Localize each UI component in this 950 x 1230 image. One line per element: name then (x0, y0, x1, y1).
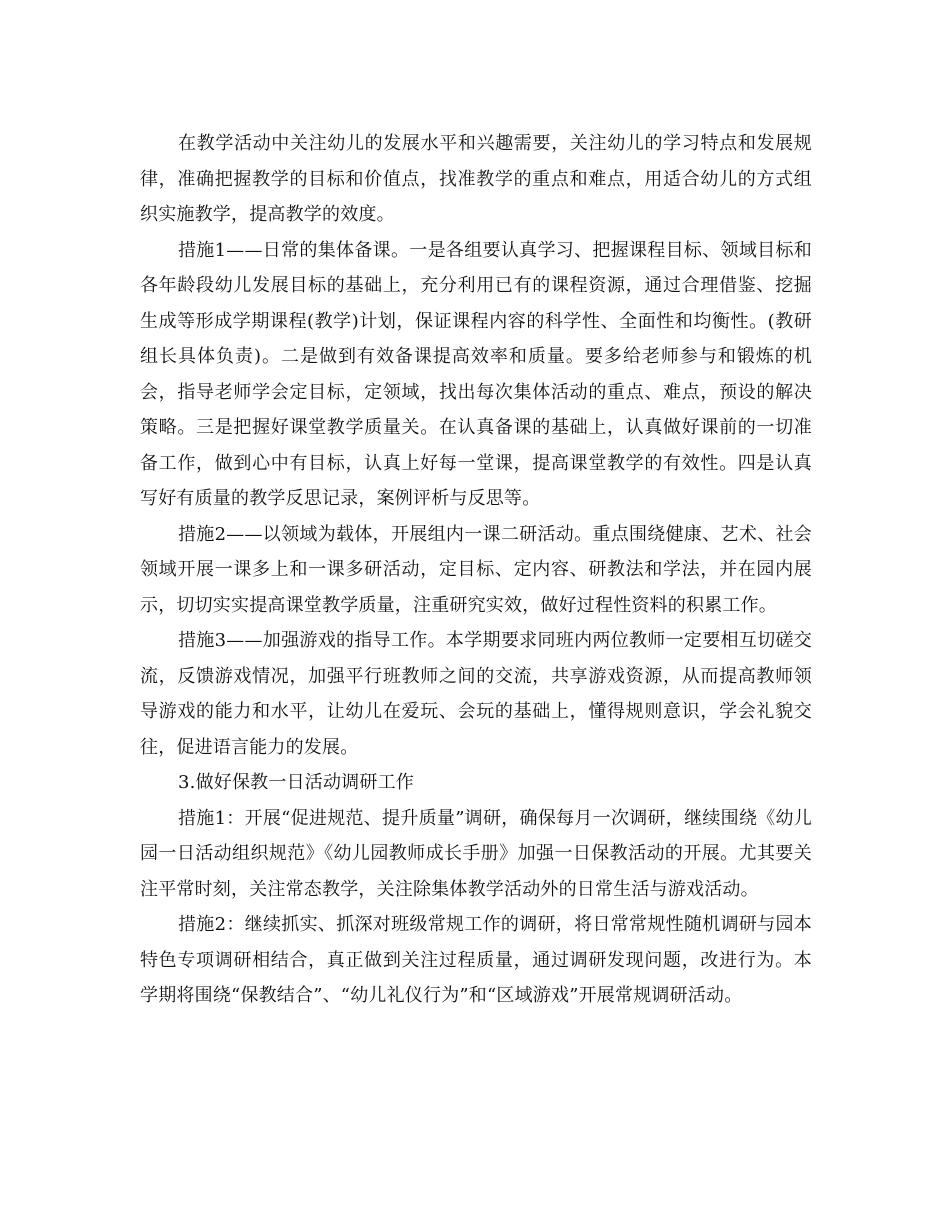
paragraph-measure-1-collective-lesson-prep: 措施1——日常的集体备课。一是各组要认真学习、把握课程目标、领域目标和各年龄段幼儿发展目标的基础上，充分利用已有的课程资源，通过合理借鉴、挖掘生成等形成学期课程(教学)计划，保证课程内容的科学性、全面性和均衡性。(教研组长具体负责)。二是做到有效备课提高效率和质量。要多给老师参与和锻炼的机会，指导老师学会定目标，定领域，找出每次集体活动的重点、难点，预设的解决策略。三是把握好课堂教学质量关。在认真备课的基础上，认真做好课前的一切准备工作，做到心中有目标，认真上好每一堂课，提高课堂教学的有效性。四是认真写好有质量的教学反思记录，案例评析与反思等。 (140, 239, 812, 509)
paragraph-research-measure-2: 措施2：继续抓实、抓深对班级常规工作的调研，将日常常规性随机调研与园本特色专项调研相结合，真正做到关注过程质量，通过调研发现问题，改进行为。本学期将围绕“保教结合”、“幼儿礼仪行为”和“区域游戏”开展常规调研活动。 (140, 914, 812, 1006)
paragraph-teaching-focus: 在教学活动中关注幼儿的发展水平和兴趣需要，关注幼儿的学习特点和发展规律，准确把握教学的目标和价值点，找准教学的重点和难点，用适合幼儿的方式组织实施教学，提高教学的效度。 (140, 133, 812, 225)
paragraph-measure-2-domain-research: 措施2——以领域为载体，开展组内一课二研活动。重点围绕健康、艺术、社会领域开展一课多上和一课多研活动，定目标、定内容、研教法和学法，并在园内展示，切切实实提高课堂教学质量，注重研究实效，做好过程性资料的积累工作。 (140, 523, 812, 616)
section-heading-daily-activity-research: 3.做好保教一日活动调研工作 (178, 772, 414, 793)
document-body (140, 126, 812, 1014)
paragraph-research-measure-1: 措施1：开展“促进规范、提升质量”调研，确保每月一次调研，继续围绕《幼儿园一日活动组织规范》《幼儿园教师成长手册》加强一日保教活动的开展。尤其要关注平常时刻，关注常态教学，关注除集体教学活动外的日常生活与游戏活动。 (140, 807, 812, 900)
paragraph-measure-3-game-guidance: 措施3——加强游戏的指导工作。本学期要求同班内两位教师一定要相互切磋交流，反馈游戏情况，加强平行班教师之间的交流，共享游戏资源，从而提高教师领导游戏的能力和水平，让幼儿在爱玩、会玩的基础上，懂得规则意识，学会礼貌交往，促进语言能力的发展。 (140, 630, 812, 758)
